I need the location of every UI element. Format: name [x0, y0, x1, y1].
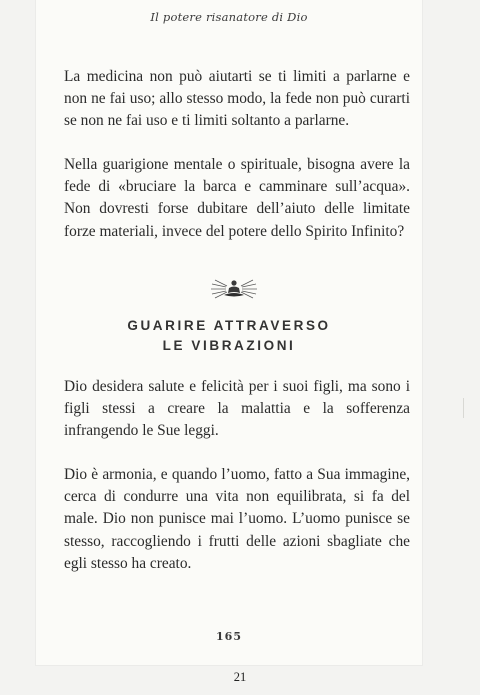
- paragraph-4: Dio è armonia, e quando l’uomo, fatto a Sua immagine, cerca di condurre una vita non equilibrata, si fa del male. Dio non punisce mai l’uomo. L’uomo punisce se stesso, raccogliendo i frutti delle azioni sbagliate che egli stesso ha creato.: [64, 466, 410, 572]
- running-head: Il potere risanatore di Dio: [150, 10, 308, 24]
- paragraph-3: Dio desidera salute e felicità per i suoi figli, ma sono i figli stessi a creare la malattia e la sofferenza infrangendo le Sue leggi.: [64, 378, 410, 440]
- scan-edge-mark: [463, 398, 464, 418]
- pdf-page-number: 21: [233, 670, 247, 684]
- paragraph-1: La medicina non può aiutarti se ti limiti a parlarne e non ne fai uso; allo stesso modo, la fede non può curarti se non ne fai uso e ti limiti soltanto a parlarne.: [64, 68, 410, 130]
- section-heading-line-2: LE VIBRAZIONI: [162, 338, 296, 353]
- paragraph-2: Nella guarigione mentale o spirituale, bisogna avere la fede di «bruciare la barca e camminare sull’acqua». Non dovresti forse dubitare dell’aiuto delle limitate forze materiali, invece del potere dello Spirito Infinito?: [64, 156, 410, 240]
- meditating-figure-sunburst-icon: [209, 278, 259, 300]
- section-heading-line-1: GUARIRE ATTRAVERSO: [127, 318, 331, 333]
- book-page: [36, 0, 422, 665]
- book-page-number: 165: [216, 630, 242, 643]
